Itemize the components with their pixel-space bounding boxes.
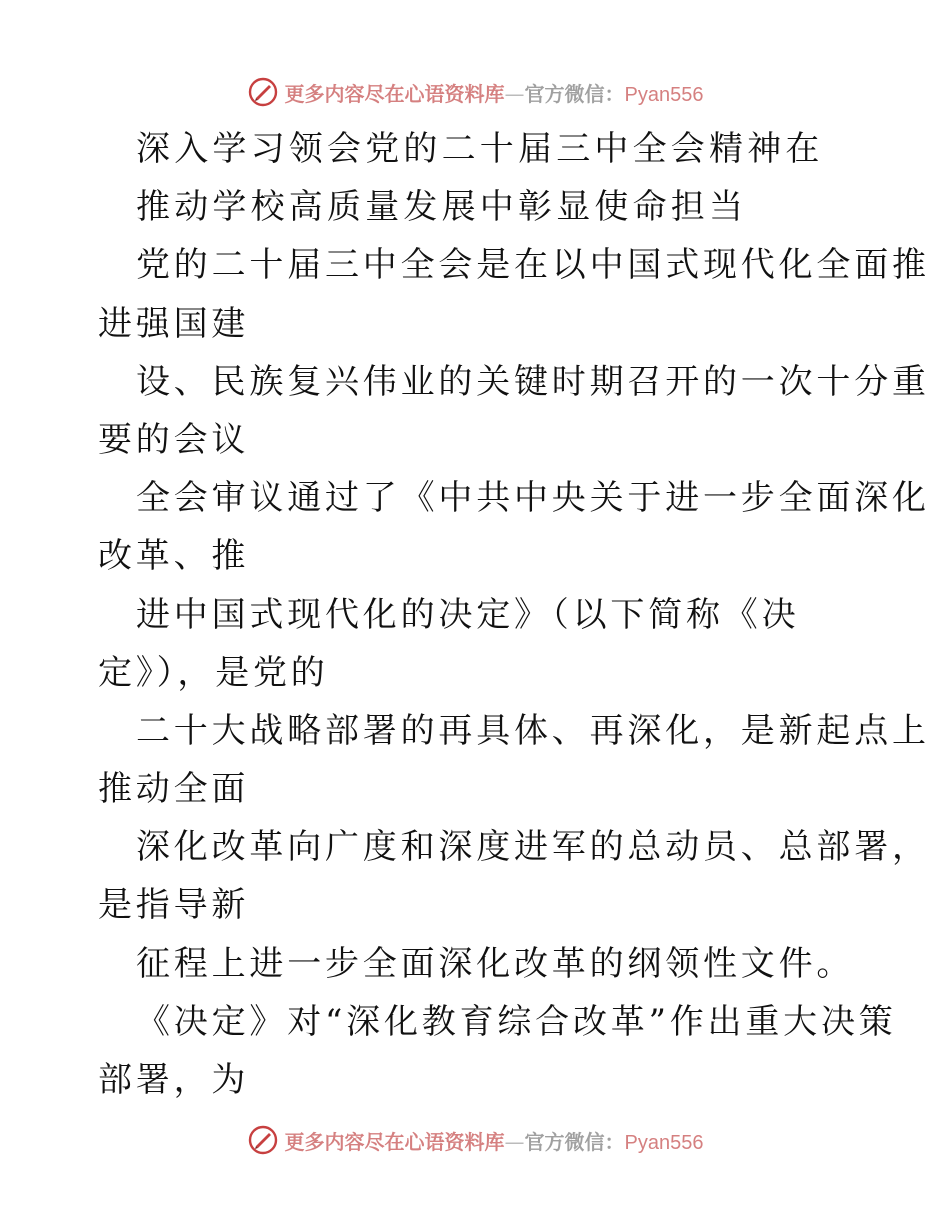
banner-text [285,78,704,107]
document-body [98,120,930,1109]
paragraph-line: 党的二十届三中全会是在以中国式现代化全面推 [136,245,930,286]
banner-site-name: 更多内容尽在心语资料库 [284,1129,505,1154]
paragraph-line: 征程上进一步全面深化改革的纲领性文件。 [136,943,855,984]
paragraph-line: 深化改革向广度和深度进军的总动员、总部署， [136,827,930,868]
document-title-line-1: 深入学习领会党的二十届三中全会精神在 [136,129,824,169]
paragraph-line: 是指导新 [98,885,250,926]
header-banner [0,72,950,112]
paragraph-line: 要的会议 [98,419,250,460]
paragraph-line: 《决定》对“深化教育综合改革”作出重大决策 [136,1001,897,1042]
banner-text [285,1126,704,1155]
paragraph-line: 全会审议通过了《中共中央关于进一步全面深化 [136,478,930,519]
paragraph-line: 二十大战略部署的再具体、再深化，是新起点上 [136,710,930,751]
banner-wechat-account: Pyan556 [624,83,704,106]
paragraph-line: 设、民族复兴伟业的关键时期召开的一次十分重 [136,361,930,402]
banner-site-name: 更多内容尽在心语资料库 [284,81,505,106]
banner-wechat-label: 官方微信： [524,81,625,106]
banner-wechat-label: 官方微信： [524,1129,625,1154]
banner-dash: — [504,81,525,106]
paragraph-line: 改革、推 [98,536,250,577]
banner-wechat-account: Pyan556 [624,1131,704,1154]
logo-icon [247,1124,279,1156]
paragraph-line: 部署，为 [98,1060,250,1100]
logo-icon [247,76,279,108]
paragraph-line: 进强国建 [98,303,250,344]
footer-banner [0,1120,950,1160]
document-title-line-2: 推动学校高质量发展中彰显使命担当 [136,187,748,228]
paragraph-line: 进中国式现代化的决定》（以下简称《决 [136,594,800,635]
paragraph-line: 定》），是党的 [98,652,329,693]
paragraph-line: 推动全面 [98,769,250,810]
banner-dash: — [504,1129,525,1154]
